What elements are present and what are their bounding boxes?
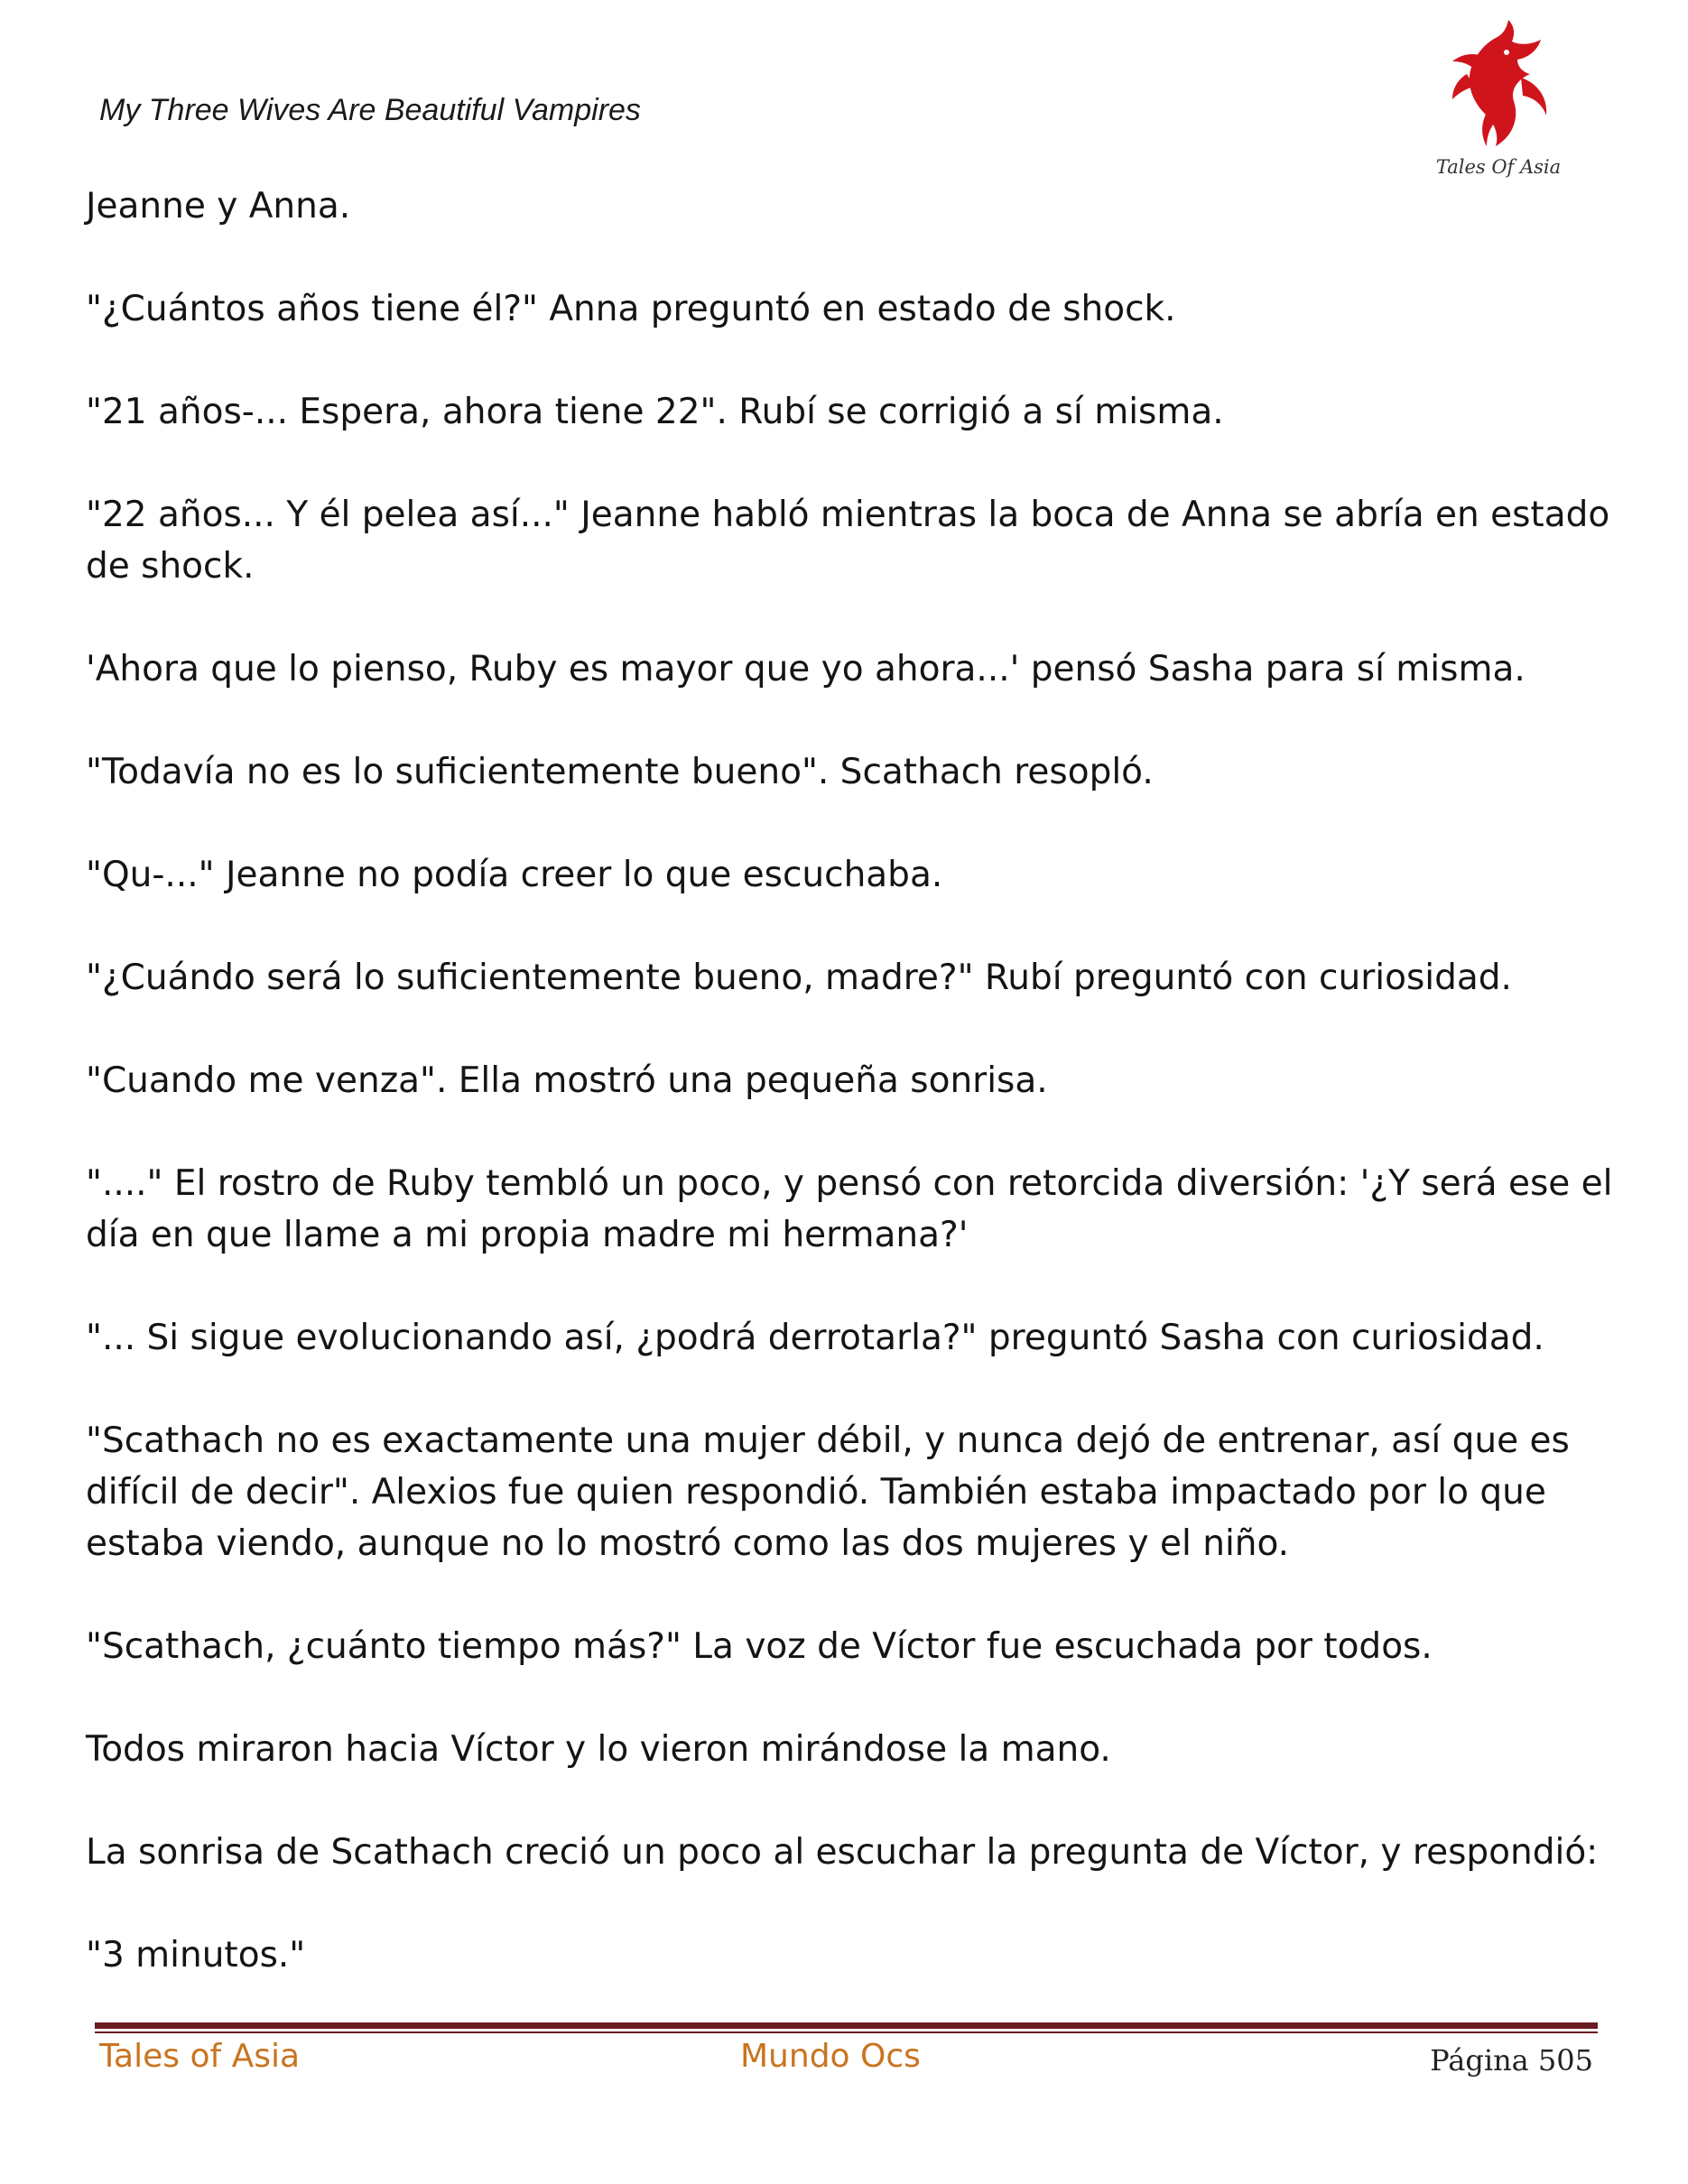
paragraph: 'Ahora que lo pienso, Ruby es mayor que yo ahora...' pensó Sasha para sí misma.: [86, 649, 1526, 689]
paragraph: "¿Cuántos años tiene él?" Anna preguntó en estado de shock.: [86, 289, 1176, 329]
paragraph: Jeanne y Anna.: [86, 186, 351, 227]
paragraph: "¿Cuándo será lo suficientemente bueno, madre?" Rubí preguntó con curiosidad.: [86, 958, 1512, 998]
footer-divider: [95, 2022, 1598, 2029]
logo-text: Tales Of Asia: [1435, 156, 1562, 178]
paragraph: "Qu-..." Jeanne no podía creer lo que escuchaba.: [86, 855, 943, 895]
chapter-body: [86, 180, 1620, 1981]
paragraph: "Todavía no es lo suficientemente bueno". Scathach resopló.: [86, 752, 1154, 792]
footer-divider-thin: [95, 2031, 1598, 2033]
paragraph: "Cuando me venza". Ella mostró una pequeña sonrisa.: [86, 1060, 1048, 1101]
paragraph: "...." El rostro de Ruby tembló un poco, y pensó con retorcida diversión: '¿Y será ese el día en que llame a mi propia madre mi hermana?': [86, 1163, 1613, 1255]
paragraph: "21 años-... Espera, ahora tiene 22". Rubí se corrigió a sí misma.: [86, 392, 1224, 432]
paragraph: "Scathach no es exactamente una mujer débil, y nunca dejó de entrenar, así que es difícil de decir". Alexios fue quien respondió. También estaba impactado por lo que estaba viendo, aunque no lo mostró como las dos mujeres y el niño.: [86, 1421, 1570, 1564]
paragraph: Todos miraron hacia Víctor y lo vieron mirándose la mano.: [86, 1729, 1111, 1770]
footer-publisher: Tales of Asia: [99, 2038, 301, 2075]
page-number: Página 505: [1430, 2043, 1593, 2078]
paragraph: "22 años... Y él pelea así..." Jeanne habló mientras la boca de Anna se abría en estado de shock.: [86, 495, 1610, 587]
paragraph: "Scathach, ¿cuánto tiempo más?" La voz de Víctor fue escuchada por todos.: [86, 1626, 1433, 1667]
tales-of-asia-logo: [1431, 20, 1566, 182]
paragraph: "3 minutos.": [86, 1935, 306, 1976]
book-title: My Three Wives Are Beautiful Vampires: [99, 93, 641, 127]
paragraph: "... Si sigue evolucionando así, ¿podrá derrotarla?" preguntó Sasha con curiosidad.: [86, 1318, 1544, 1358]
dragon-icon: [1431, 20, 1566, 182]
paragraph: La sonrisa de Scathach creció un poco al escuchar la pregunta de Víctor, y respondió:: [86, 1832, 1599, 1873]
footer-section: Mundo Ocs: [740, 2038, 921, 2075]
